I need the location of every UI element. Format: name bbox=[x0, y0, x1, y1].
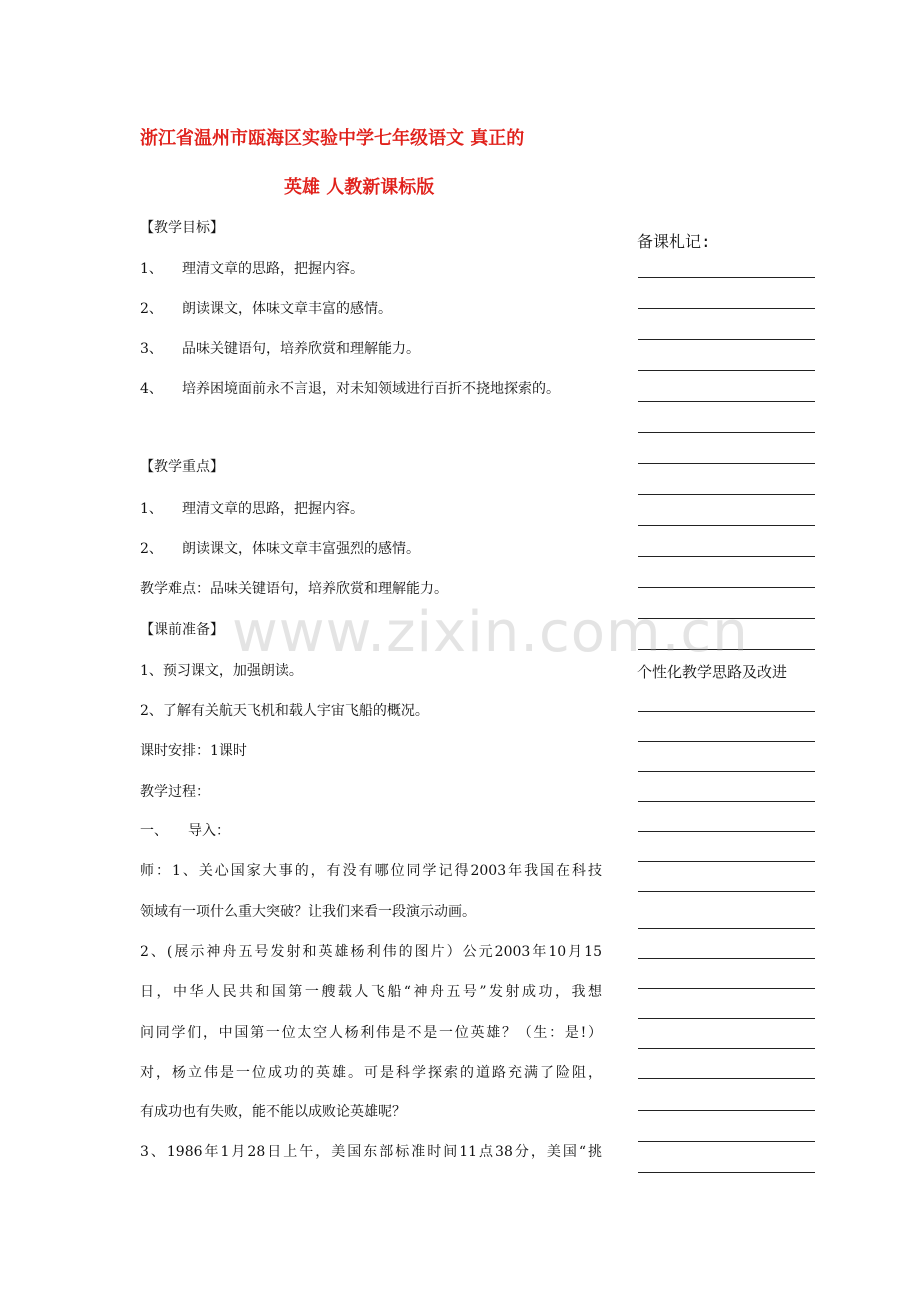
note-line bbox=[638, 1078, 815, 1079]
focus-item bbox=[140, 500, 364, 518]
paragraph-line: 有成功也有失败，能不能以成败论英雄呢？ bbox=[140, 1104, 406, 1120]
note-line bbox=[638, 1110, 815, 1111]
note-line bbox=[638, 370, 815, 371]
note-line bbox=[638, 556, 815, 557]
notes-heading: 备课札记: bbox=[637, 232, 711, 251]
goal-number: 1、 bbox=[140, 261, 163, 277]
note-line bbox=[638, 1048, 815, 1049]
goal-number: 4、 bbox=[140, 381, 163, 397]
difficulty-line: 教学难点：品味关键语句，培养欣赏和理解能力。 bbox=[140, 581, 448, 597]
note-line bbox=[638, 525, 815, 526]
focus-text: 朗读课文，体味文章丰富强烈的感情。 bbox=[182, 541, 420, 557]
note-line bbox=[638, 432, 815, 433]
note-line bbox=[638, 339, 815, 340]
process-heading: 教学过程： bbox=[140, 784, 210, 800]
paragraph-line: 领域有一项什么重大突破？让我们来看一段演示动画。 bbox=[140, 904, 476, 920]
step-text: 导入： bbox=[188, 823, 230, 839]
note-line bbox=[638, 308, 815, 309]
note-line bbox=[638, 928, 815, 929]
watermark: www.zixin.com.cn bbox=[232, 600, 749, 665]
note-line bbox=[638, 891, 815, 892]
note-line bbox=[638, 494, 815, 495]
schedule-line: 课时安排：1课时 bbox=[140, 743, 247, 759]
note-line bbox=[638, 1141, 815, 1142]
step-heading bbox=[140, 822, 230, 840]
note-line bbox=[638, 741, 815, 742]
note-line bbox=[638, 988, 815, 989]
paragraph-line: 3、1986年1月28日上午，美国东部标准时间11点38分，美国“挑 bbox=[140, 1144, 602, 1160]
prep-item: 1、预习课文，加强朗读。 bbox=[140, 663, 303, 679]
note-line bbox=[638, 1172, 815, 1173]
note-line bbox=[638, 401, 815, 402]
focus-heading: 【教学重点】 bbox=[140, 459, 224, 475]
document-title-line2: 英雄 人教新课标版 bbox=[284, 177, 435, 198]
focus-text: 理清文章的思路，把握内容。 bbox=[182, 501, 364, 517]
goal-text: 培养困境面前永不言退，对未知领域进行百折不挠地探索的。 bbox=[182, 381, 560, 397]
step-number: 一、 bbox=[140, 823, 168, 839]
goal-text: 品味关键语句，培养欣赏和理解能力。 bbox=[182, 341, 420, 357]
focus-number: 2、 bbox=[140, 541, 163, 557]
goal-number: 3、 bbox=[140, 341, 163, 357]
goal-item bbox=[140, 380, 560, 398]
note-line bbox=[638, 463, 815, 464]
focus-item bbox=[140, 540, 420, 558]
goal-item bbox=[140, 340, 420, 358]
goal-item bbox=[140, 260, 364, 278]
goal-number: 2、 bbox=[140, 301, 163, 317]
note-line bbox=[638, 958, 815, 959]
note-line bbox=[638, 587, 815, 588]
paragraph-line: 日，中华人民共和国第一艘载人飞船“神舟五号”发射成功，我想 bbox=[140, 984, 602, 1000]
note-line bbox=[638, 801, 815, 802]
note-line bbox=[638, 831, 815, 832]
paragraph-line: 2、(展示神舟五号发射和英雄杨利伟的图片）公元2003年10月15 bbox=[140, 944, 602, 960]
note-line bbox=[638, 861, 815, 862]
paragraph-line: 问同学们，中国第一位太空人杨利伟是不是一位英雄？（生：是!） bbox=[140, 1025, 602, 1041]
goal-item bbox=[140, 300, 392, 318]
note-line bbox=[638, 1018, 815, 1019]
note-line bbox=[638, 277, 815, 278]
paragraph-line: 对，杨立伟是一位成功的英雄。可是科学探索的道路充满了险阻， bbox=[140, 1065, 602, 1081]
focus-number: 1、 bbox=[140, 501, 163, 517]
prep-heading: 【课前准备】 bbox=[140, 622, 224, 638]
goal-text: 理清文章的思路，把握内容。 bbox=[182, 261, 364, 277]
document-title-line1: 浙江省温州市瓯海区实验中学七年级语文 真正的 bbox=[140, 128, 525, 149]
improve-heading: 个性化教学思路及改进 bbox=[637, 663, 788, 681]
goals-heading: 【教学目标】 bbox=[140, 220, 224, 236]
note-line bbox=[638, 771, 815, 772]
goal-text: 朗读课文，体味文章丰富的感情。 bbox=[182, 301, 392, 317]
paragraph-line: 师：1、关心国家大事的，有没有哪位同学记得2003年我国在科技 bbox=[140, 863, 602, 879]
prep-item: 2、了解有关航天飞机和载人宇宙飞船的概况。 bbox=[140, 703, 429, 719]
note-line bbox=[638, 711, 815, 712]
